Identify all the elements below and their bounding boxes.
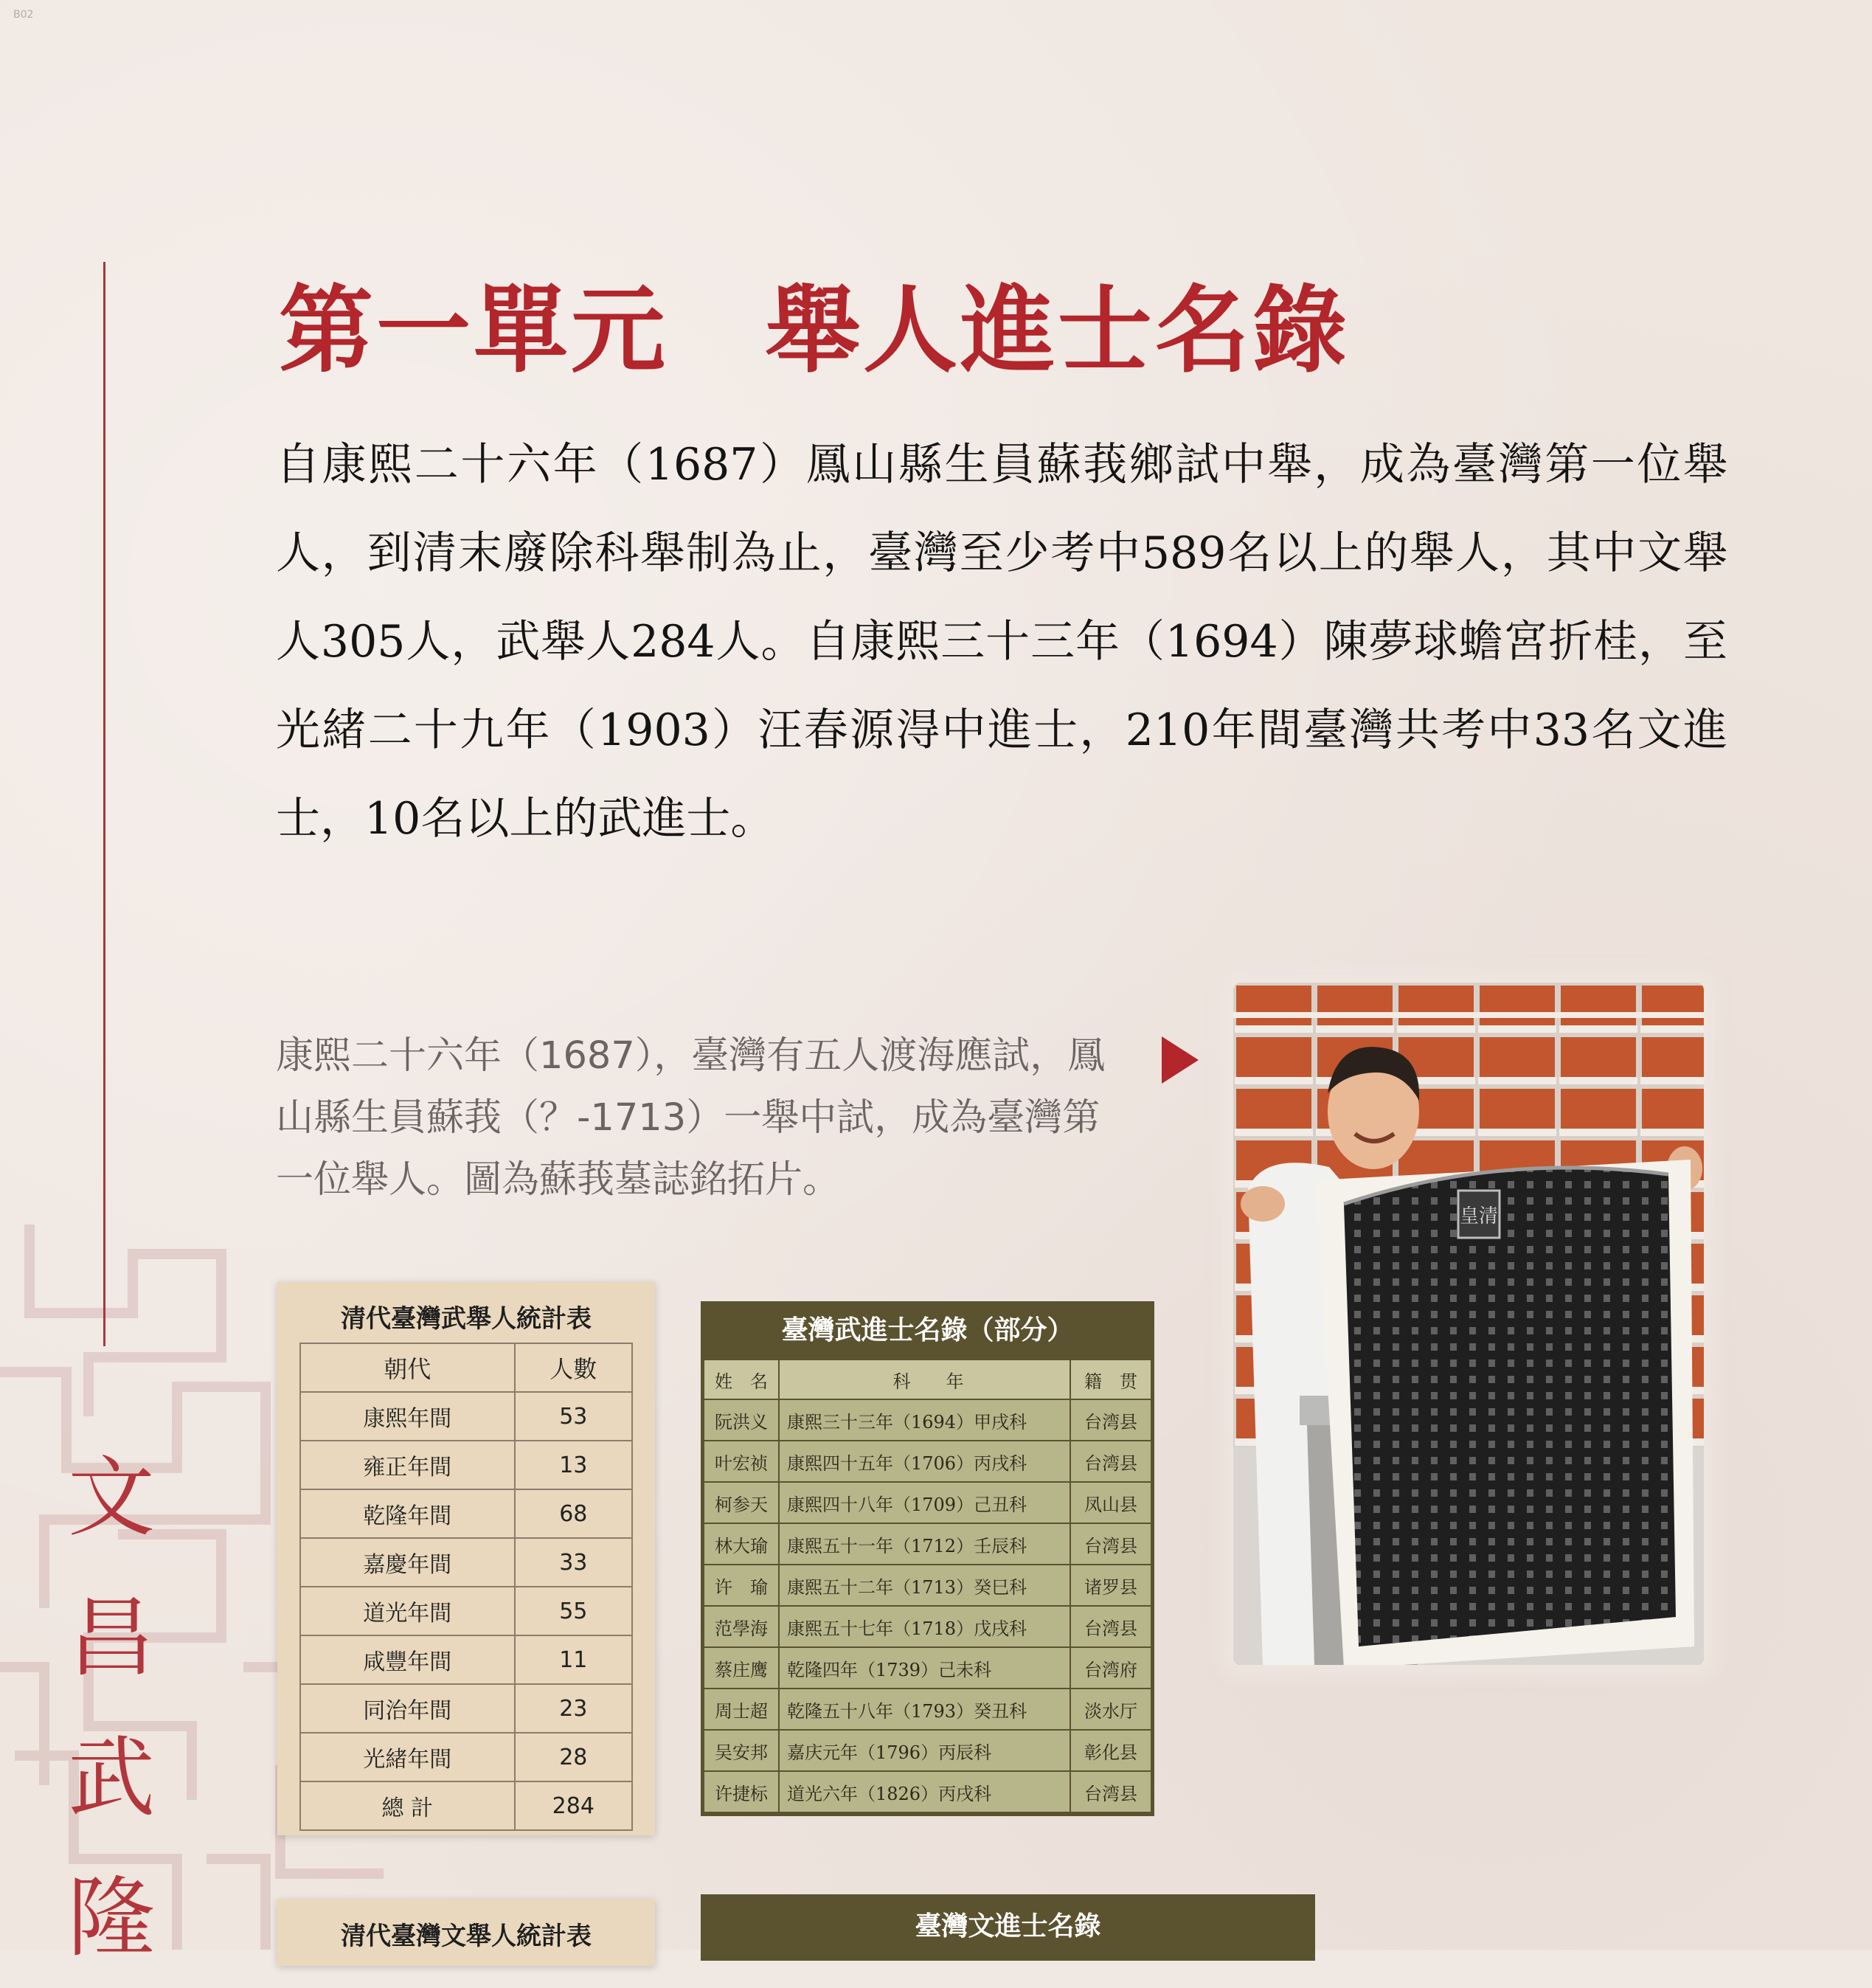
table-cell: 康熙年間: [300, 1392, 515, 1441]
table-cell: 许捷标: [704, 1771, 779, 1812]
table-cell: 台湾县: [1070, 1606, 1151, 1647]
table-row: [300, 1684, 632, 1733]
vertical-exhibit-title: [63, 1427, 159, 1988]
table-row: [704, 1771, 1151, 1812]
table-cell: 28: [515, 1733, 632, 1781]
table-cell: 台湾县: [1070, 1441, 1151, 1482]
table-cell: 雍正年間: [300, 1441, 515, 1489]
table-cell: 康熙三十三年（1694）甲戌科: [779, 1399, 1070, 1441]
table-header: 科 年: [779, 1360, 1070, 1399]
table-cell: 23: [515, 1684, 632, 1733]
table-cell: 道光六年（1826）丙戌科: [779, 1771, 1070, 1812]
table-row: [300, 1538, 632, 1587]
table-row: [704, 1399, 1151, 1441]
intro-paragraph: 自康熙二十六年（1687）鳳山縣生員蘇莪鄉試中舉，成為臺灣第一位舉人，到清末廢除科舉制為止，臺灣至少考中589名以上的舉人，其中文舉人305人，武舉人284人。自康熙三十三年（1694）陳夢球蟾宮折桂，至光緒二十九年（1903）汪春源淂中進士，210年間臺灣共考中33名文進士，10名以上的武進士。: [276, 439, 1727, 845]
table-cell: 周士超: [704, 1689, 779, 1730]
table-cell: 康熙四十五年（1706）丙戌科: [779, 1441, 1070, 1482]
vertical-title-char: 文: [67, 1447, 155, 1548]
table-cell: 柯参天: [704, 1482, 779, 1523]
table-header: 籍 贯: [1070, 1360, 1151, 1399]
table-header: 人數: [515, 1343, 632, 1392]
table-header: 姓 名: [704, 1360, 779, 1399]
table-cell: 道光年間: [300, 1587, 515, 1635]
table-cell: 康熙五十一年（1712）壬辰科: [779, 1523, 1070, 1565]
table-row: [704, 1647, 1151, 1689]
photo-caption: 康熙二十六年（1687），臺灣有五人渡海應試，鳳山縣生員蘇莪（？-1713）一舉中試，成為臺灣第一位舉人。圖為蘇莪墓誌銘拓片。: [276, 1034, 1106, 1202]
table-cell: 咸豐年間: [300, 1635, 515, 1684]
table-cell: 台湾县: [1070, 1523, 1151, 1565]
table-row: [704, 1606, 1151, 1647]
table-cell: 乾隆四年（1739）己未科: [779, 1647, 1070, 1689]
table-cell: 總 計: [300, 1781, 515, 1830]
table-cell: 吴安邦: [704, 1730, 779, 1771]
table-row: [704, 1482, 1151, 1523]
table-cell: 蔡庄鹰: [704, 1647, 779, 1689]
table-cell: 乾隆年間: [300, 1489, 515, 1538]
table-cell: 55: [515, 1587, 632, 1635]
table-cell: 台湾府: [1070, 1647, 1151, 1689]
page-code: B02: [13, 9, 34, 21]
wen-jinshi-list-card: [701, 1894, 1315, 1961]
table-cell: 台湾县: [1070, 1399, 1151, 1441]
vertical-title-char: 昌: [67, 1587, 155, 1689]
table-cell: 阮洪义: [704, 1399, 779, 1441]
arrow-right-icon: [1162, 1036, 1199, 1084]
table-row: [300, 1733, 632, 1781]
table-cell: 乾隆五十八年（1793）癸丑科: [779, 1689, 1070, 1730]
table-cell: 林大瑜: [704, 1523, 779, 1565]
table-cell: 许 瑜: [704, 1565, 779, 1606]
table-cell: 嘉庆元年（1796）丙辰科: [779, 1730, 1070, 1771]
wu-juren-stats-table: [299, 1343, 633, 1831]
table-row: [704, 1441, 1151, 1482]
table-row: [704, 1523, 1151, 1565]
wen-juren-stats-card: [277, 1899, 655, 1966]
vertical-divider-line: [103, 262, 105, 1346]
table-cell: 13: [515, 1441, 632, 1489]
table-cell: 康熙四十八年（1709）己丑科: [779, 1482, 1070, 1523]
table-cell: 光緒年間: [300, 1733, 515, 1781]
table-row: [300, 1635, 632, 1684]
table-cell: 凤山县: [1070, 1482, 1151, 1523]
table-cell: 台湾县: [1070, 1771, 1151, 1812]
table-total-row: [300, 1781, 632, 1830]
table-cell: 68: [515, 1489, 632, 1538]
wu-jinshi-list-card: [701, 1301, 1154, 1816]
table-row: [300, 1392, 632, 1441]
table-row: [300, 1441, 632, 1489]
table-cell: 淡水厅: [1070, 1689, 1151, 1730]
photo-epitaph-rubbing: [1233, 983, 1704, 1665]
vertical-title-char: 武: [67, 1727, 155, 1829]
table-cell: 11: [515, 1635, 632, 1684]
table-cell: 33: [515, 1538, 632, 1587]
wu-jinshi-table: [703, 1359, 1152, 1813]
table-row: [704, 1730, 1151, 1771]
table-cell: 53: [515, 1392, 632, 1441]
table-row: [704, 1565, 1151, 1606]
wu-juren-stats-card: [277, 1282, 655, 1835]
table-cell: 叶宏祯: [704, 1441, 779, 1482]
table-row: [704, 1689, 1151, 1730]
table-cell: 范學海: [704, 1606, 779, 1647]
table-cell: 诸罗县: [1070, 1565, 1151, 1606]
wu-juren-table-title: 清代臺灣武舉人統計表: [341, 1304, 592, 1334]
table-cell: 同治年間: [300, 1684, 515, 1733]
table-cell: 284: [515, 1781, 632, 1830]
vertical-title-char: 隆: [67, 1867, 155, 1969]
wen-juren-table-title: 清代臺灣文舉人統計表: [341, 1922, 592, 1951]
unit-title: 第一單元 舉人進士名錄: [279, 275, 1351, 386]
wen-jinshi-table-title: 臺灣文進士名錄: [915, 1911, 1101, 1942]
stele-title-text: 皇清: [1459, 1205, 1499, 1227]
table-row: [300, 1587, 632, 1635]
table-row: [300, 1489, 632, 1538]
table-cell: 嘉慶年間: [300, 1538, 515, 1587]
table-header: 朝代: [300, 1343, 515, 1392]
wu-jinshi-table-title: 臺灣武進士名錄（部分）: [781, 1315, 1074, 1345]
table-cell: 彰化县: [1070, 1730, 1151, 1771]
table-cell: 康熙五十七年（1718）戊戌科: [779, 1606, 1070, 1647]
table-cell: 康熙五十二年（1713）癸巳科: [779, 1565, 1070, 1606]
